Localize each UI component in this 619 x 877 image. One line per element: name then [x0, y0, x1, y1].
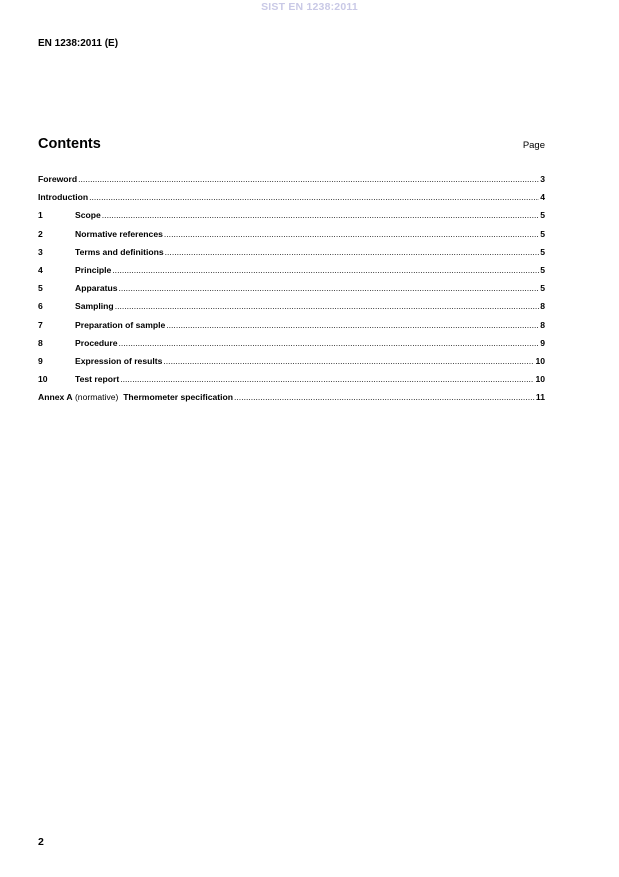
toc-entry-page: 5: [540, 264, 545, 275]
watermark: SIST EN 1238:2011: [261, 1, 358, 13]
toc-entry-preparation-of-sample[interactable]: [38, 320, 545, 338]
toc-entry-page: 4: [540, 192, 545, 203]
page-number: 2: [38, 836, 44, 848]
dot-leader: [166, 320, 539, 330]
toc-entry-page: 5: [540, 283, 545, 294]
dot-leader: [163, 356, 534, 366]
toc-entry-number: 2: [38, 228, 43, 239]
toc-entry-title: Normative references: [75, 228, 163, 239]
toc-entry-page: 8: [540, 319, 545, 330]
dot-leader: [164, 229, 539, 239]
toc-entry-introduction[interactable]: [38, 192, 545, 210]
dot-leader: [119, 338, 540, 348]
dot-leader: [234, 392, 535, 402]
annex-label: Annex A: [38, 392, 73, 403]
toc-entry-number: 6: [38, 301, 43, 312]
document-id: EN 1238:2011 (E): [38, 38, 119, 49]
contents-title: Contents: [38, 136, 101, 152]
toc-entry-page: 5: [540, 246, 545, 257]
toc-entry-number: 10: [38, 374, 48, 385]
toc-entry-procedure[interactable]: [38, 338, 545, 356]
page-column-label: Page: [522, 140, 545, 151]
toc-entry-scope[interactable]: [38, 210, 545, 228]
toc-entry-expression-of-results[interactable]: [38, 356, 545, 374]
toc-entry-number: 8: [38, 337, 43, 348]
toc-entry-title: Expression of results: [75, 355, 163, 366]
toc-entry-foreword[interactable]: [38, 174, 545, 192]
toc-entry-title: Scope: [75, 210, 101, 221]
toc-entry-page: 5: [540, 228, 545, 239]
toc-entry-number: 7: [38, 319, 43, 330]
dot-leader: [89, 192, 539, 202]
annex-title: Thermometer specification: [123, 392, 234, 403]
toc-entry-terms-and-definitions[interactable]: [38, 247, 545, 265]
table-of-contents: [38, 174, 545, 410]
toc-entry-number: 1: [38, 210, 43, 221]
toc-entry-sampling[interactable]: [38, 301, 545, 319]
toc-entry-title: Terms and definitions: [75, 246, 164, 257]
dot-leader: [112, 265, 539, 275]
toc-entry-title: Test report: [75, 374, 120, 385]
toc-entry-number: 5: [38, 283, 43, 294]
toc-entry-title: Foreword: [38, 174, 78, 184]
annex-type: (normative): [74, 392, 119, 403]
dot-leader: [165, 247, 540, 257]
dot-leader: [78, 174, 539, 184]
dot-leader: [115, 301, 540, 311]
toc-entry-page: 11: [535, 392, 545, 403]
toc-entry-normative-references[interactable]: [38, 229, 545, 247]
toc-entry-title: Introduction: [38, 192, 89, 203]
toc-entry-page: 10: [535, 355, 545, 366]
toc-entry-title: Sampling: [75, 301, 114, 312]
toc-entry-number: 9: [38, 355, 43, 366]
dot-leader: [120, 374, 534, 384]
toc-entry-apparatus[interactable]: [38, 283, 545, 301]
dot-leader: [119, 283, 540, 293]
toc-entry-title: Preparation of sample: [75, 319, 166, 330]
dot-leader: [102, 210, 539, 220]
toc-entry-page: 9: [540, 337, 545, 348]
toc-entry-page: 3: [540, 174, 545, 184]
toc-entry-title: Procedure: [75, 337, 118, 348]
toc-entry-title: Apparatus: [75, 283, 118, 294]
toc-entry-annex-a[interactable]: [38, 392, 545, 410]
toc-entry-page: 8: [540, 301, 545, 312]
toc-entry-page: 10: [535, 374, 545, 385]
toc-entry-principle[interactable]: [38, 265, 545, 283]
toc-entry-number: 3: [38, 246, 43, 257]
toc-entry-title: Principle: [75, 264, 112, 275]
toc-entry-test-report[interactable]: [38, 374, 545, 392]
toc-entry-number: 4: [38, 264, 43, 275]
toc-entry-page: 5: [540, 210, 545, 221]
